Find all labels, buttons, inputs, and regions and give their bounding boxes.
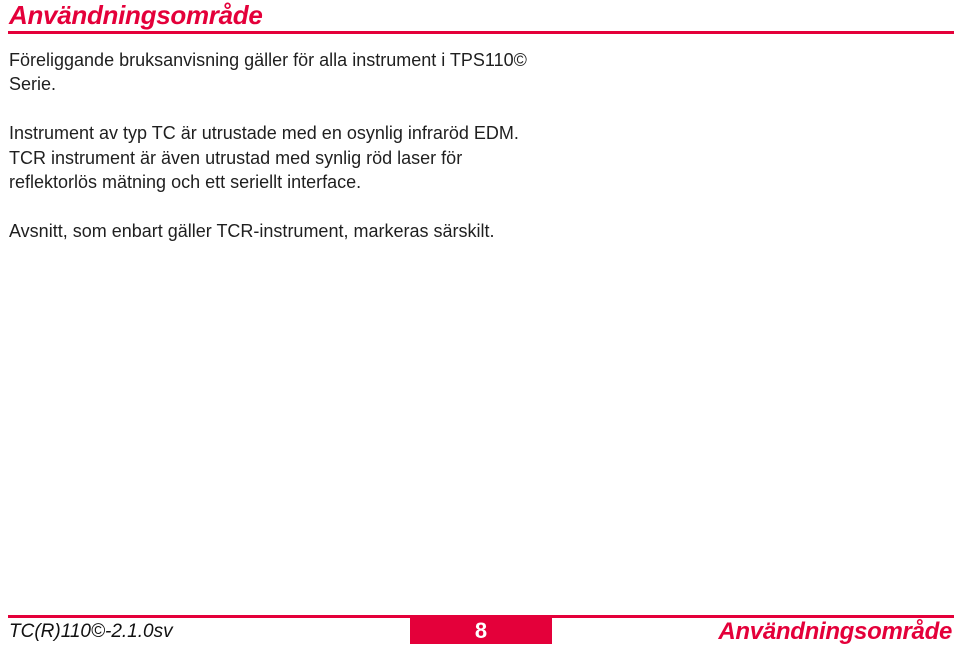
page-number-badge: 8 [410,617,552,644]
body-content [9,48,529,268]
page-header-title: Användningsområde [9,0,263,30]
paragraph-instrument-types: Instrument av typ TC är utrustade med en osynlig infraröd EDM. TCR instrument är även utrustad med synlig röd laser för reflektorlös mätning och ett seriellt interface. [9,123,519,193]
footer-doc-id: TC(R)110©-2.1.0sv [9,621,173,642]
paragraph-scope: Föreliggande bruksanvisning gäller för alla instrument i TPS110© Serie. [9,50,527,95]
footer-section-title: Användningsområde [718,618,952,645]
header-divider [8,31,954,34]
paragraph-tcr-note: Avsnitt, som enbart gäller TCR-instrument, markeras särskilt. [9,220,495,241]
